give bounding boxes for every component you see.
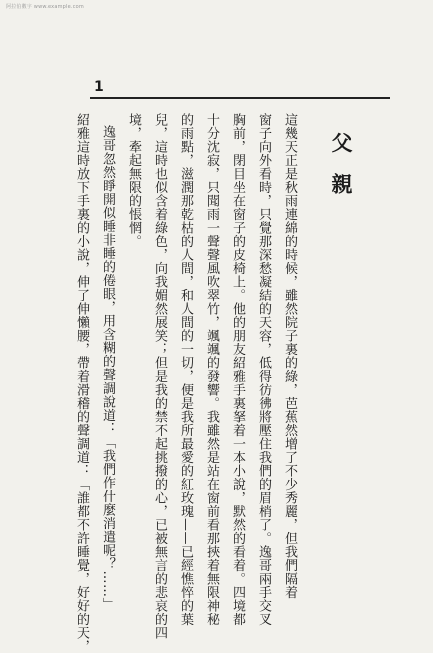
text-column-4: 十分沈寂，只聞雨一聲聲風吹翠竹，颯颯的發響。我雖然是站在窗前看那挾着無限神秘 — [204, 113, 219, 626]
text-column-6: 兒，這時也似含着綠色，向我媚然展笑；但是我的禁不起挑撥的心，已被無言的悲哀的四 — [152, 113, 167, 640]
text-column-2: 窗子向外看時，只覺那深愁凝結的天容，低得彷彿將壓住我們的眉梢了。逸哥兩手交叉 — [256, 113, 271, 626]
text-column-8: 逸哥忽然睜開似睡非睡的倦眼，用含糊的聲調說道：「我們作什麼消遣呢？……」 — [100, 125, 115, 611]
text-column-3: 胸前，閉目坐在窗子的皮椅上。他的朋友紹雅手裏拏着一本小說，默然的看着。四境都 — [230, 113, 245, 626]
text-column-7: 境，牽起無限的悵惘。 — [126, 113, 141, 248]
page-number: 1 — [94, 79, 104, 95]
chapter-title: 父親 — [329, 132, 354, 214]
header-rule — [90, 97, 390, 99]
text-column-1: 這幾天正是秋雨連綿的時候，雖然院子裏的綠，芭蕉然增了不少秀麗，但我們隔着 — [282, 113, 297, 599]
text-column-9: 紹雅這時放下手裏的小說，伸了伸懶腰，帶着滑稽的聲調道：「誰都不許睡覺，好好的天， — [74, 113, 89, 653]
watermark: 阿拉伯數字 www.example.com — [6, 4, 84, 10]
text-column-5: 的雨點，滋潤那乾枯的人間，和人間的一切，便是我所最愛的紅玫瑰——已經憔悴的葉 — [178, 113, 193, 626]
